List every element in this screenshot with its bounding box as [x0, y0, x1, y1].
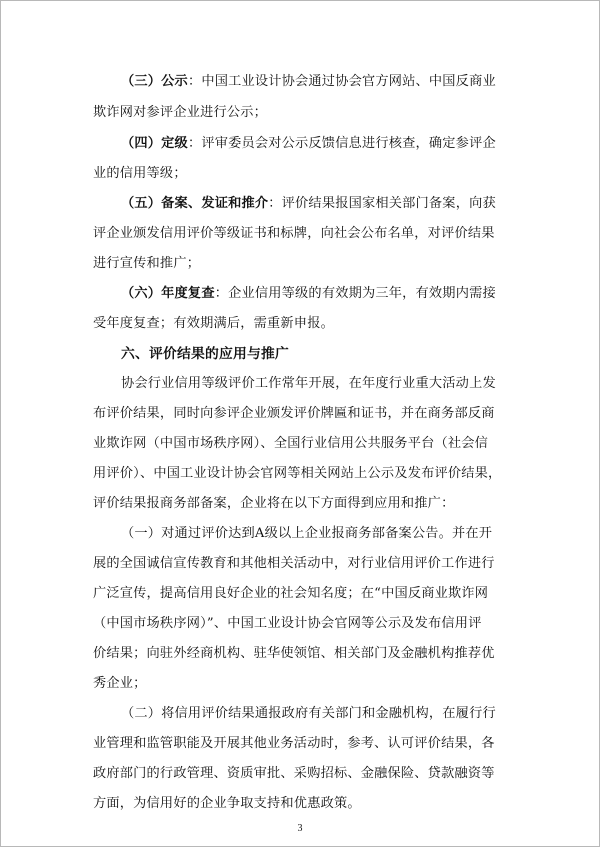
section-heading: 六、评价结果的应用与推广 [121, 346, 289, 362]
paragraph-filing-line-2: 评企业颁发信用评价等级证书和标牌，向社会公布名单，对评价结果 [93, 226, 495, 241]
publicity-text: ：中国工业设计协会通过协会官方网站、中国反商业 [187, 74, 496, 89]
intro-line: 业欺诈网（中国市场秩序网）、全国行业信用公共服务平台（社会信 [93, 436, 489, 451]
grading-label: （四）定级 [121, 136, 188, 151]
item-1-line: 展的全国诚信宣传教育和其他相关活动中，对行业信用评价工作进行 [93, 556, 495, 571]
item-1-line: 秀企业； [93, 676, 147, 691]
paragraph-annual-review-line-1 [121, 285, 511, 303]
item-2-line: 方面，为信用好的企业争取支持和优惠政策。 [93, 796, 361, 811]
intro-line: 协会行业信用等级评价工作常年开展，在年度行业重大活动上发 [121, 376, 496, 391]
publicity-label: （三）公示 [121, 74, 188, 89]
annual-review-label: （六）年度复查 [121, 286, 215, 301]
paragraph-publicity-line-1 [121, 73, 511, 91]
paragraph-grading-line-2: 业的信用等级； [93, 166, 187, 181]
intro-line: 评价结果报商务部备案，企业将在以下方面得到应用和推广： [93, 496, 455, 511]
item-1-line: 广泛宣传，提高信用良好企业的社会知名度；在“中国反商业欺诈网 [93, 586, 489, 601]
grading-text: ：评审委员会对公示反馈信息进行核查，确定参评企 [187, 136, 496, 151]
item-1-line: （一）对通过评价达到A级以上企业报商务部备案公告。并在开 [121, 526, 493, 541]
item-2-line: （二）将信用评价结果通报政府有关部门和金融机构，在履行行 [121, 706, 496, 721]
paragraph-filing-line-3: 进行宣传和推广； [93, 256, 201, 271]
intro-line: 布评价结果，同时向参评企业颁发评价牌匾和证书，并在商务部反商 [93, 406, 495, 421]
paragraph-publicity-line-2: 欺诈网对参评企业进行公示； [93, 105, 268, 120]
item-1-line: 价结果；向驻外经商机构、驻华使领馆、相关部门及金融机构推荐优 [93, 646, 495, 661]
intro-line: 用评价）、中国工业设计协会官网等相关网站上公示及发布评价结果， [93, 466, 502, 481]
paragraph-filing-line-1 [121, 195, 511, 213]
filing-text: ：评价结果报国家相关部门备案，向获 [268, 196, 496, 211]
annual-review-text: ：企业信用等级的有效期为三年，有效期内需接 [214, 286, 496, 301]
paragraph-annual-review-line-2: 受年度复查；有效期满后，需重新申报。 [93, 316, 334, 331]
item-2-line: 政府部门的行政管理、资质审批、采购招标、金融保险、贷款融资等 [93, 766, 495, 781]
item-1-line: （中国市场秩序网）”、中国工业设计协会官网等公示及发布信用评 [93, 616, 482, 631]
item-2-line: 业管理和监管职能及开展其他业务活动时，参考、认可评价结果，各 [93, 736, 495, 751]
page-number: 3 [297, 823, 303, 834]
filing-label: （五）备案、发证和推介 [121, 196, 269, 211]
paragraph-grading-line-1 [121, 135, 511, 153]
